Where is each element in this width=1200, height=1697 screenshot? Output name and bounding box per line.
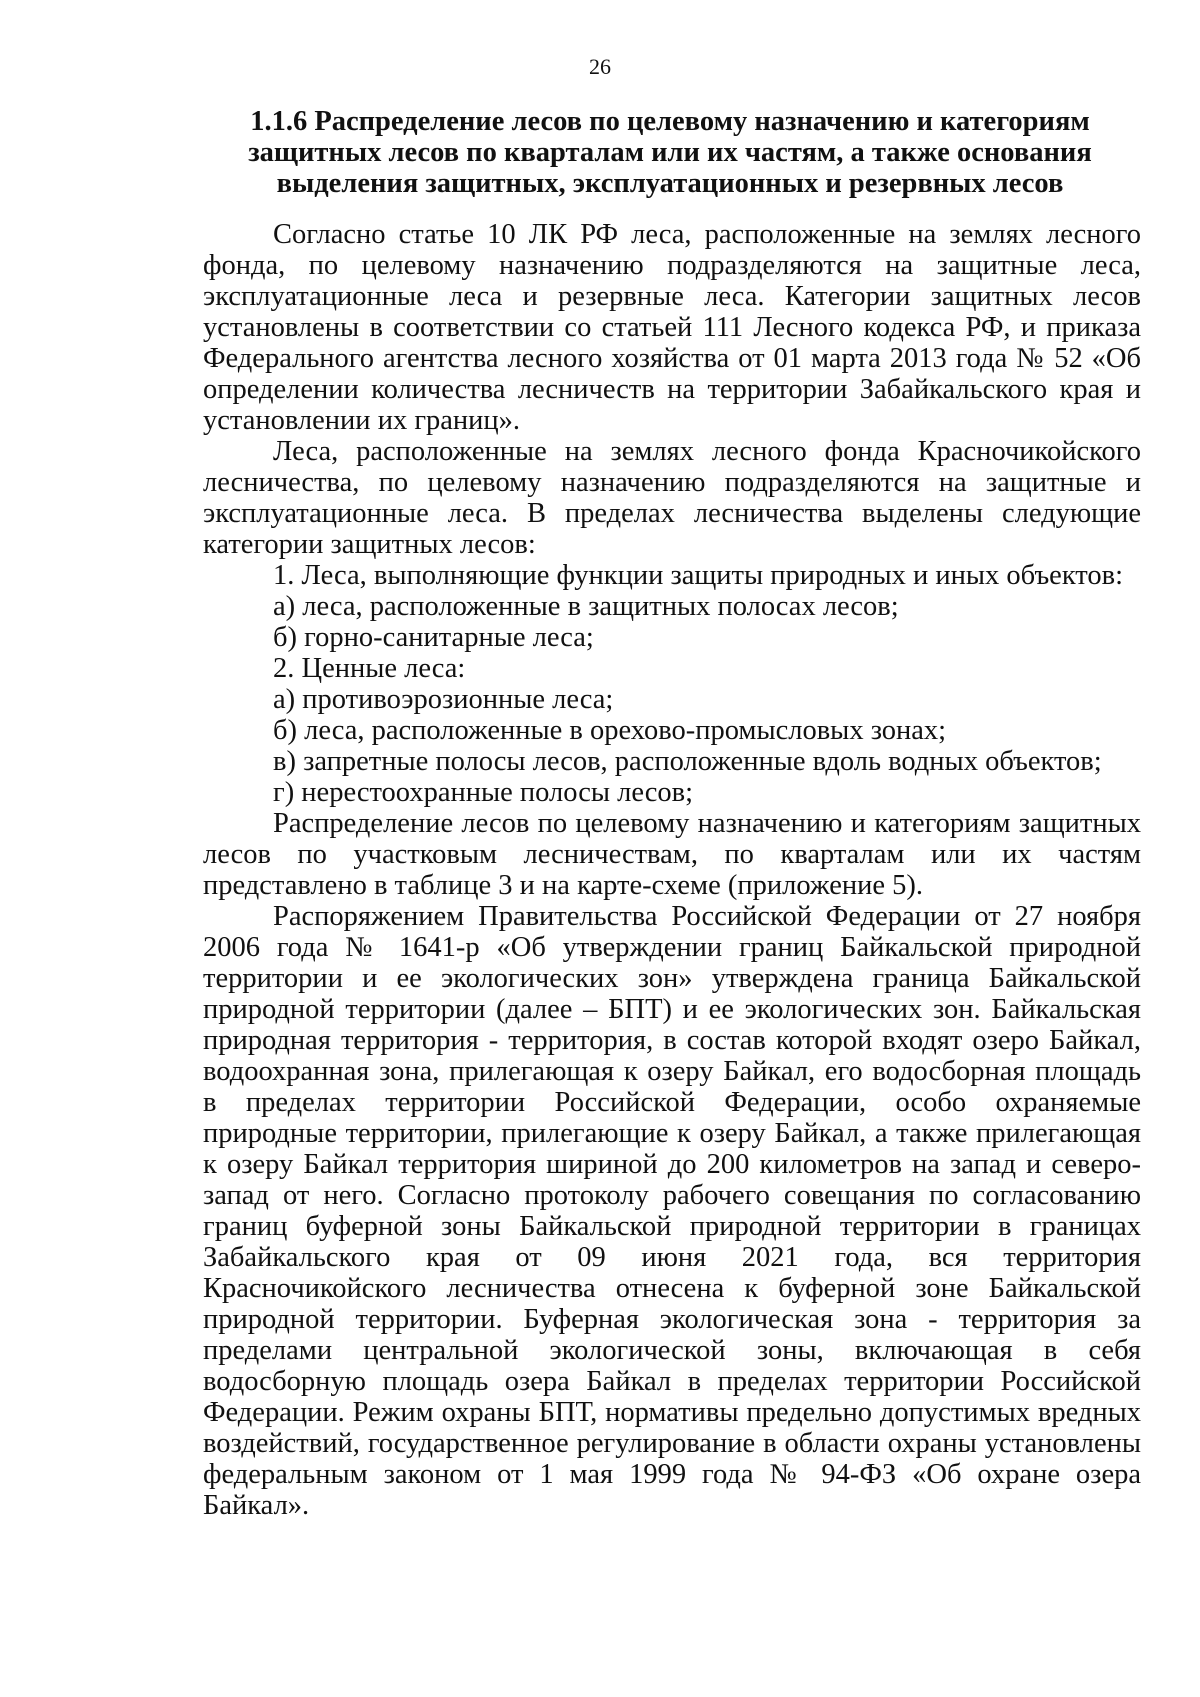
list-item: б) горно-санитарные леса;	[273, 622, 594, 653]
list-item: 1. Леса, выполняющие функции защиты природных и иных объектов:	[273, 560, 1124, 591]
section-heading: 1.1.6 Распределение лесов по целевому назначению и категориям защитных лесов по кварталам или их частям, а также основания выделения защитных, эксплуатационных и резервных лесов	[248, 106, 1092, 199]
page-number: 26	[589, 54, 611, 79]
list-item: а) леса, расположенные в защитных полосах лесов;	[273, 591, 899, 622]
paragraph-baikal-territory: Распоряжением Правительства Российской Федерации от 27 ноября 2006 года № 1641-р «Об утверждении границ Байкальской природной территории и ее экологических зон» утверждена граница Байкальской природной территории (далее – БПТ) и ее экологических зон. Байкальская природная территория - территория, в состав которой входят озеро Байкал, водоохранная зона, прилегающая к озеру Байкал, его водосборная площадь в пределах территории Российской Федерации, особо охраняемые природные территории, прилегающие к озеру Байкал, а также прилегающая к озеру Байкал территория шириной до 200 километров на запад и северо-запад от него. Согласно протоколу рабочего совещания по согласованию границ буферной зоны Байкальской природной территории в границах Забайкальского края от 09 июня 2021 года, вся территория Красночикойского лесничества отнесена к буферной зоне Байкальской природной территории. Буферная экологическая зона - территория за пределами центральной экологической зоны, включающая в себя водосборную площадь озера Байкал в пределах территории Российской Федерации. Режим охраны БПТ, нормативы предельно допустимых вредных воздействий, государственное регулирование в области охраны установлены федеральным законом от 1 мая 1999 года № 94-ФЗ «Об охране озера Байкал».	[203, 901, 1141, 1521]
list-item: г) нерестоохранные полосы лесов;	[273, 777, 693, 808]
list-item: 2. Ценные леса:	[273, 653, 466, 684]
list-item: в) запретные полосы лесов, расположенные вдоль водных объектов;	[273, 746, 1102, 777]
list-item: б) леса, расположенные в орехово-промысловых зонах;	[273, 715, 947, 746]
category-list	[203, 560, 1141, 808]
paragraph-forest-division: Леса, расположенные на землях лесного фонда Красночикойского лесничества, по целевому назначению подразделяются на защитные и эксплуатационные леса. В пределах лесничества выделены следующие категории защитных лесов:	[203, 436, 1141, 560]
paragraph-forest-purpose: Согласно статье 10 ЛК РФ леса, расположенные на землях лесного фонда, по целевому назначению подразделяются на защитные леса, эксплуатационные леса и резервные леса. Категории защитных лесов установлены в соответствии со статьей 111 Лесного кодекса РФ, и приказа Федерального агентства лесного хозяйства от 01 марта 2013 года № 52 «Об определении количества лесничеств на территории Забайкальского края и установлении их границ».	[203, 219, 1141, 436]
document-body	[203, 219, 1141, 1521]
paragraph-distribution: Распределение лесов по целевому назначению и категориям защитных лесов по участковым лесничествам, по кварталам или их частям представлено в таблице 3 и на карте-схеме (приложение 5).	[203, 808, 1141, 901]
list-item: а) противоэрозионные леса;	[273, 684, 614, 715]
